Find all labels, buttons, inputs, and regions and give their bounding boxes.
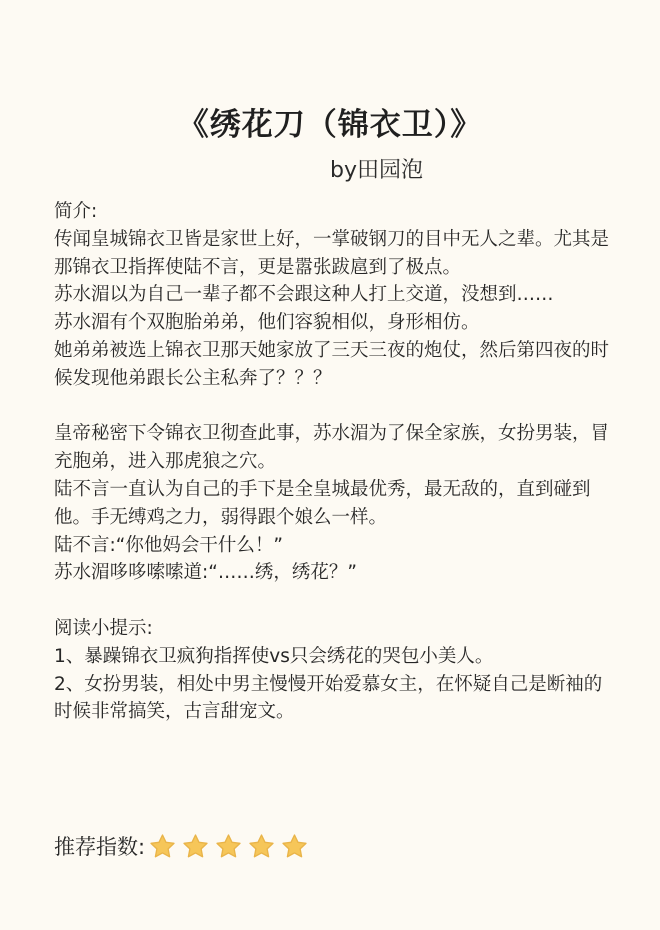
synopsis-paragraph: 苏水湄以为自己一辈子都不会跟这种人打上交道，没想到…… <box>54 284 554 306</box>
star-icon <box>215 833 242 860</box>
rating-stars <box>149 833 314 860</box>
synopsis-paragraph: 陆不言一直认为自己的手下是全皇城最优秀，最无敌的，直到碰到他。手无缚鸡之力，弱得跟个娘么一样。 <box>54 478 591 528</box>
paragraph-spacer <box>54 587 610 615</box>
star-icon <box>248 833 275 860</box>
tip-item: 2、女扮男装，相处中男主慢慢开始爱慕女主，在怀疑自己是断袖的时候非常搞笑，古言甜宠文。 <box>54 673 603 723</box>
tips-label: 阅读小提示: <box>54 617 153 639</box>
synopsis-paragraph: 她弟弟被选上锦衣卫那天她家放了三天三夜的炮仗，然后第四夜的时候发现他弟跟长公主私奔了？？？ <box>54 339 610 389</box>
author-byline: by田园泡 <box>330 158 423 183</box>
star-icon <box>281 833 308 860</box>
recommendation-rating <box>54 828 314 864</box>
synopsis-paragraph: 陆不言:“你他妈会干什么！” <box>54 534 283 556</box>
tip-item: 1、暴躁锦衣卫疯狗指挥使vs只会绣花的哭包小美人。 <box>54 645 494 667</box>
rating-label: 推荐指数: <box>54 835 146 859</box>
book-title: 《绣花刀（锦衣卫）》 <box>177 107 483 143</box>
synopsis-label: 简介: <box>54 201 98 222</box>
star-icon <box>149 833 176 860</box>
paragraph-spacer <box>54 393 610 421</box>
synopsis-paragraph: 皇帝秘密下令锦衣卫彻查此事，苏水湄为了保全家族，女扮男装，冒充胞弟，进入那虎狼之穴。 <box>54 423 610 473</box>
synopsis-paragraph: 苏水湄有个双胞胎弟弟，他们容貌相似，身形相仿。 <box>54 312 480 334</box>
synopsis-paragraph: 传闻皇城锦衣卫皆是家世上好，一掌破钢刀的目中无人之辈。尤其是那锦衣卫指挥使陆不言，更是嚣张跋扈到了极点。 <box>54 228 610 278</box>
content-body <box>54 198 610 726</box>
synopsis-paragraph: 苏水湄哆哆嗦嗦道:“……绣，绣花？” <box>54 562 357 584</box>
star-icon <box>182 833 209 860</box>
